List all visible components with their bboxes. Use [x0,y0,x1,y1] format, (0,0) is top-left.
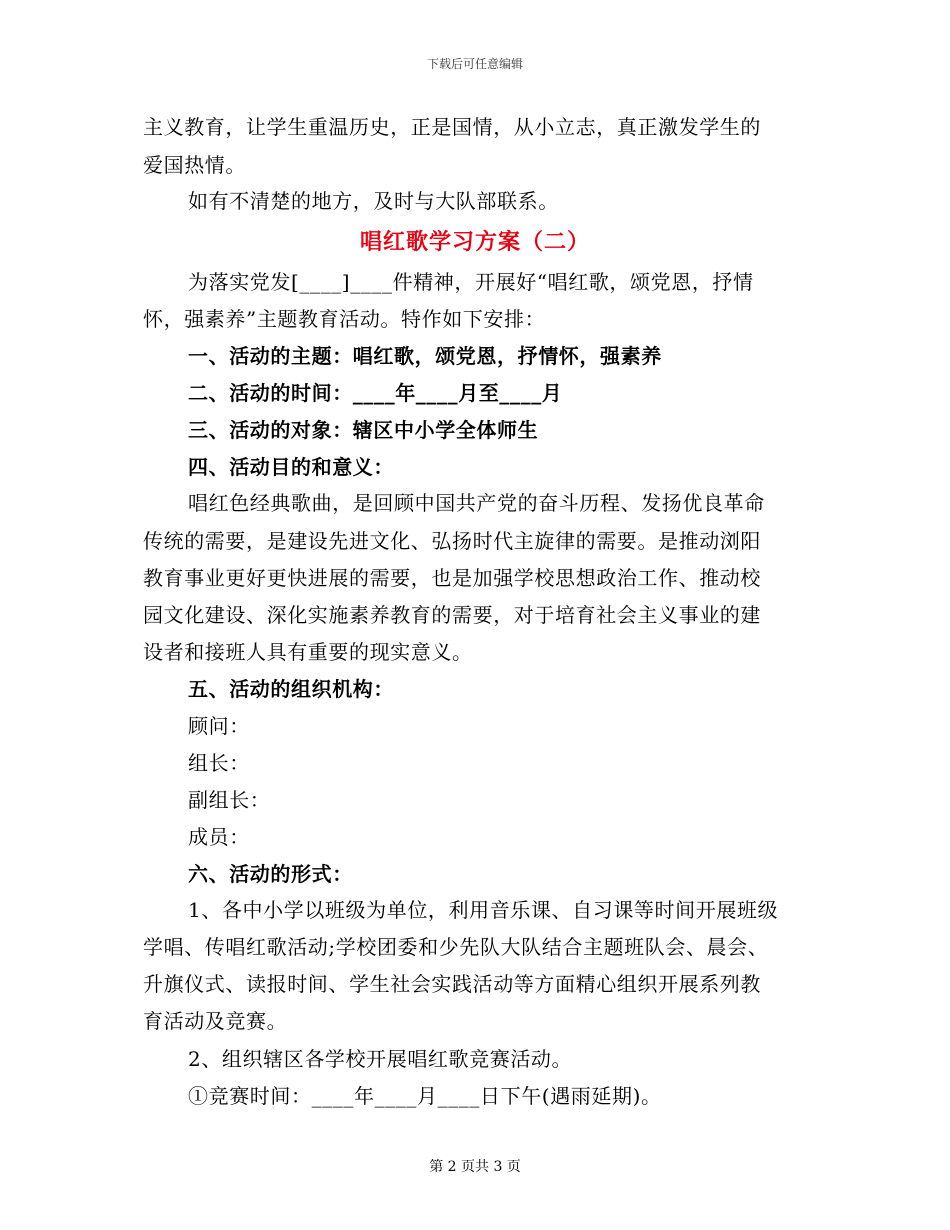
heading-organization: 五、活动的组织机构： [188,677,394,701]
paragraph-line: 传统的需要，是建设先进文化、弘扬时代主旋律的需要。是推动浏阳 [143,529,761,553]
heading-theme: 一、活动的主题：唱红歌，颂党恩，抒情怀，强素养 [188,344,662,368]
org-deputy-leader: 副组长： [188,788,271,812]
paragraph-line: 园文化建设、深化实施素养教育的需要，对于培育社会主义事业的建 [143,603,761,627]
paragraph-line: 唱红色经典歌曲，是回顾中国共产党的奋斗历程、发扬优良革命 [188,491,765,515]
heading-purpose: 四、活动目的和意义： [188,455,394,479]
org-advisor: 顾问： [188,714,250,738]
paragraph-line: 如有不清楚的地方，及时与大队部联系。 [188,189,559,213]
paragraph-line: ①竞赛时间：____年____月____日下午(遇雨延期)。 [188,1084,662,1108]
paragraph-line: 学唱、传唱红歌活动;学校团委和少先队大队结合主题班队会、晨会、 [143,935,769,959]
paragraph-line: 设者和接班人具有重要的现实意义。 [143,640,473,664]
paragraph-line: 为落实党发[____]____件精神，开展好“唱红歌，颂党恩，抒情 [188,270,754,294]
paragraph-line: 主义教育，让学生重温历史，正是国情，从小立志，真正激发学生的 [143,115,761,139]
paragraph-line: 2、组织辖区各学校开展唱红歌竞赛活动。 [188,1047,573,1071]
paragraph-line: 怀，强素养”主题教育活动。特作如下安排： [143,307,546,331]
page-footer: 第 2 页共 3 页 [429,1159,521,1175]
org-members: 成员： [188,825,250,849]
section-title: 唱红歌学习方案（二） [359,229,590,255]
page-header: 下载后可任意编辑 [426,57,523,71]
heading-form: 六、活动的形式： [188,862,353,886]
paragraph-line: 1、各中小学以班级为单位，利用音乐课、自习课等时间开展班级 [188,898,779,922]
heading-target: 三、活动的对象：辖区中小学全体师生 [188,418,539,442]
paragraph-line: 爱国热情。 [143,153,246,177]
org-leader: 组长： [188,751,250,775]
paragraph-line: 育活动及竞赛。 [143,1009,288,1033]
paragraph-line: 升旗仪式、读报时间、学生社会实践活动等方面精心组织开展系列教 [143,972,761,996]
paragraph-line: 教育事业更好更快进展的需要，也是加强学校思想政治工作、推动校 [143,566,761,590]
heading-time: 二、活动的时间：____年____月至____月 [188,381,563,405]
